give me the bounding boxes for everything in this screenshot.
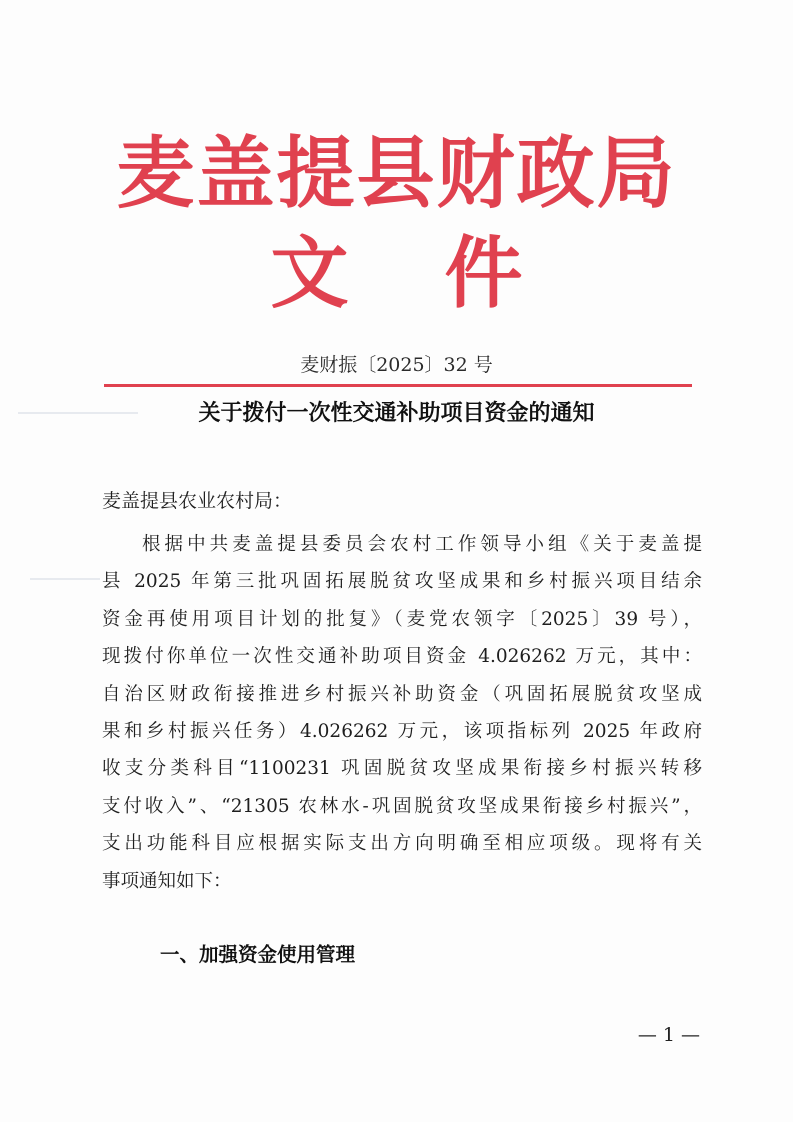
body-line: 收支分类科目“1100231 巩固脱贫攻坚成果衔接乡村振兴转移 bbox=[102, 758, 702, 780]
body-line: 县 2025 年第三批巩固拓展脱贫攻坚成果和乡村振兴项目结余 bbox=[102, 571, 702, 593]
document-number: 麦财振〔2025〕32 号 bbox=[300, 354, 493, 376]
red-separator-line bbox=[104, 384, 692, 387]
scan-artifact-mid bbox=[30, 578, 100, 580]
document-type-title: 文件 bbox=[270, 229, 619, 319]
section-heading: 一、加强资金使用管理 bbox=[160, 943, 356, 966]
body-line: 果和乡村振兴任务）4.026262 万元，该项指标列 2025 年政府 bbox=[102, 720, 702, 742]
body-line: 自治区财政衔接推进乡村振兴补助资金（巩固拓展脱贫攻坚成 bbox=[102, 683, 702, 705]
body-line: 根据中共麦盖提县委员会农村工作领导小组《关于麦盖提 bbox=[142, 534, 702, 555]
notice-title: 关于拨付一次性交通补助项目资金的通知 bbox=[198, 401, 595, 426]
issuing-authority-title: 麦盖提县财政局 bbox=[116, 129, 677, 219]
body-line: 现拨付你单位一次性交通补助项目资金 4.026262 万元，其中： bbox=[102, 646, 702, 668]
body-line: 资金再使用项目计划的批复》（麦党农领字〔2025〕39 号）， bbox=[102, 608, 702, 630]
notice-body bbox=[102, 526, 702, 900]
body-line: 支出功能科目应根据实际支出方向明确至相应项级。现将有关 bbox=[102, 833, 702, 855]
addressee: 麦盖提县农业农村局： bbox=[102, 490, 293, 512]
body-line: 支付收入”、“21305 农林水-巩固脱贫攻坚成果衔接乡村振兴”， bbox=[102, 795, 702, 817]
body-line: 事项通知如下： bbox=[102, 870, 232, 892]
page-number: — 1 — bbox=[637, 1024, 700, 1046]
